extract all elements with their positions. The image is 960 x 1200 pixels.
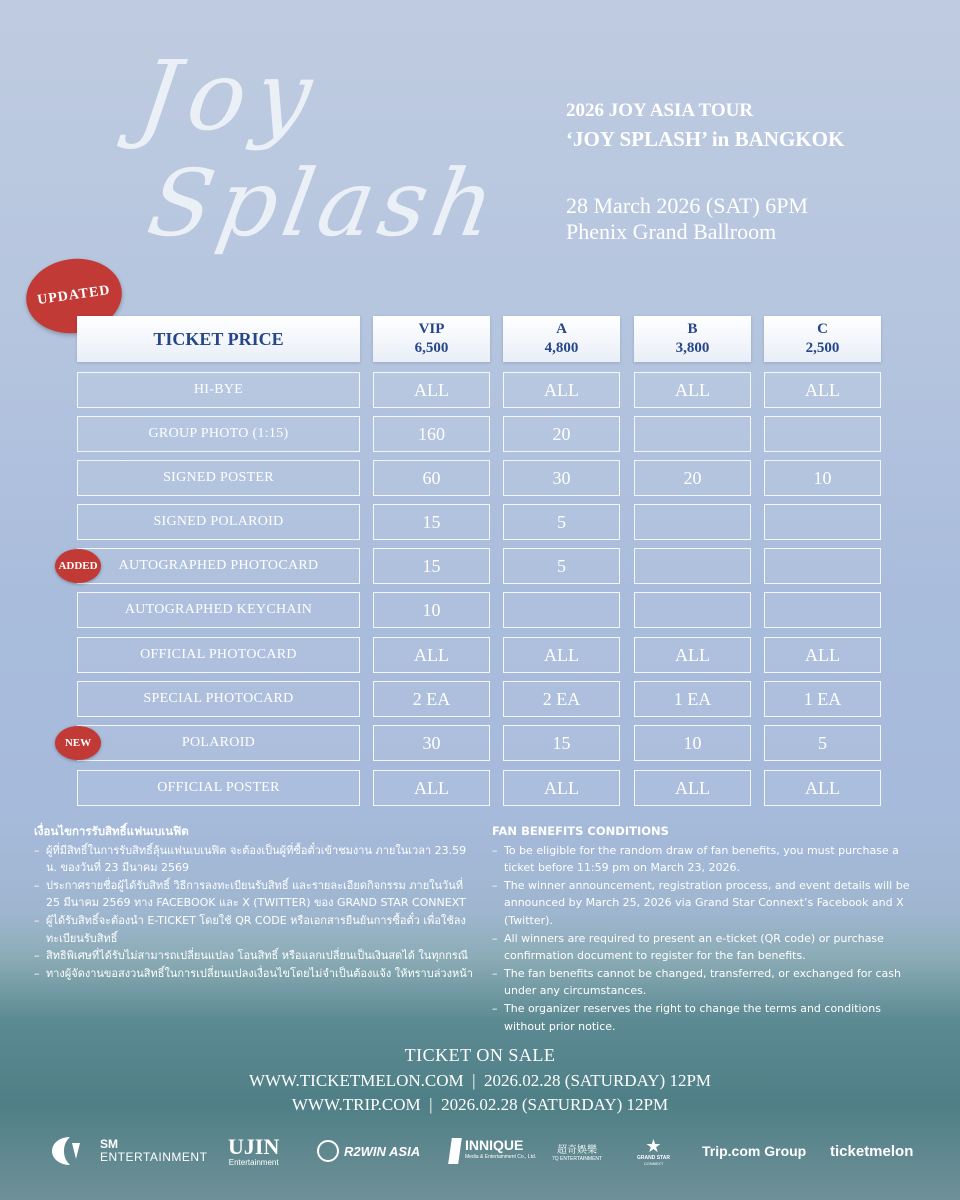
- value-vip: 60: [373, 460, 490, 496]
- tier-name: VIP: [418, 321, 445, 337]
- value-c: [764, 504, 881, 540]
- value-b: ALL: [634, 637, 751, 673]
- value-a: 2 EA: [503, 681, 620, 717]
- r2win-text: R2WIN ASIA: [344, 1143, 421, 1159]
- condition-item: – To be eligible for the random draw of fan benefits, you must purchase a ticket before 11:59 pm on March 23, 2026.: [492, 842, 924, 877]
- benefit-label: POLAROID: [77, 725, 360, 761]
- value-a: 30: [503, 460, 620, 496]
- value-a: ALL: [503, 372, 620, 408]
- 7q-entertainment-logo: [552, 1126, 602, 1176]
- value-a: 15: [503, 725, 620, 761]
- benefit-label: OFFICIAL POSTER: [77, 770, 360, 806]
- added-badge: ADDED: [55, 549, 101, 583]
- value-b: [634, 592, 751, 628]
- script-line-2: Splash: [140, 150, 509, 257]
- table-row: [0, 681, 960, 717]
- ujin-line1: UJIN: [228, 1133, 280, 1159]
- value-b: 20: [634, 460, 751, 496]
- value-vip: 10: [373, 592, 490, 628]
- value-b: [634, 504, 751, 540]
- updated-badge: UPDATED: [21, 253, 126, 340]
- tier-name: C: [817, 321, 828, 337]
- show-title: ‘JOY SPLASH’ in BANGKOK: [566, 127, 845, 151]
- innique-logo: [450, 1126, 536, 1176]
- value-vip: 160: [373, 416, 490, 452]
- value-vip: ALL: [373, 770, 490, 806]
- partner-logos: [40, 1126, 920, 1176]
- value-b: 10: [634, 725, 751, 761]
- condition-item: – The organizer reserves the right to change the terms and conditions without prior notice.: [492, 1000, 924, 1035]
- tier-price: 3,800: [675, 340, 710, 356]
- grandstar-line2: CONNEXT: [643, 1160, 664, 1166]
- benefit-label: AUTOGRAPHED KEYCHAIN: [77, 592, 360, 628]
- ticketmelon-text: ticketmelon: [830, 1142, 914, 1160]
- trip-com-logo: [702, 1126, 806, 1176]
- table-row: [0, 725, 960, 761]
- value-b: [634, 548, 751, 584]
- sm-line2: ENTERTAINMENT: [100, 1150, 208, 1164]
- benefit-label: GROUP PHOTO (1:15): [77, 416, 360, 452]
- condition-item: – ประกาศรายชื่อผู้ได้รับสิทธิ์ วิธีการลงทะเบียนรับสิทธิ์ และรายละเอียดกิจกรรม ภายในวันที่ 25 มีนาคม 2569 ทาง FACEBOOK และ X (TWITTER) ของ GRAND STAR CONNEXT: [34, 877, 474, 912]
- value-vip: ALL: [373, 372, 490, 408]
- tier-header-b: [634, 316, 751, 362]
- tour-title: 2026 JOY ASIA TOUR: [566, 100, 754, 121]
- value-c: [764, 416, 881, 452]
- innique-line2: Media & Entertainment Co., Ltd.: [465, 1154, 537, 1160]
- conditions-thai-title: เงื่อนไขการรับสิทธิ์แฟนเบเนฟิต: [34, 824, 189, 838]
- value-vip: 15: [373, 504, 490, 540]
- condition-item: – The fan benefits cannot be changed, transferred, or exchanged for cash under any circumstances.: [492, 965, 924, 1000]
- value-b: 1 EA: [634, 681, 751, 717]
- value-vip: 15: [373, 548, 490, 584]
- value-a: 5: [503, 504, 620, 540]
- tier-name: B: [687, 321, 698, 337]
- sm-mark-icon: [46, 1133, 94, 1169]
- event-venue: Phenix Grand Ballroom: [566, 219, 777, 244]
- tier-price: 4,800: [544, 340, 579, 356]
- tier-price: 6,500: [414, 340, 449, 356]
- value-a: [503, 592, 620, 628]
- value-c: 5: [764, 725, 881, 761]
- benefit-label: SIGNED POLAROID: [77, 504, 360, 540]
- innique-line1: INNIQUE: [465, 1137, 524, 1153]
- condition-item: – ผู้ได้รับสิทธิ์จะต้องนำ E-TICKET โดยใช้ QR CODE หรือเอกสารยืนยันการซื้อตั๋ว เพื่อใช้ลงทะเบียนรับสิทธิ์: [34, 912, 474, 947]
- value-c: [764, 548, 881, 584]
- conditions-english: [492, 823, 924, 1035]
- value-c: ALL: [764, 372, 881, 408]
- conditions-thai: [34, 823, 474, 982]
- condition-item: – ผู้ที่มีสิทธิ์ในการรับสิทธิ์ลุ้นแฟนเบเนฟิต จะต้องเป็นผู้ที่ซื้อตั๋วเข้าชมงาน ภายในเวลา 23.59 น. ของวันที่ 23 มีนาคม 2569: [34, 842, 474, 877]
- table-row: [0, 548, 960, 584]
- joy-splash-script-logo: [110, 40, 509, 270]
- script-line-1: Joy: [132, 40, 329, 152]
- condition-item: – สิทธิพิเศษที่ได้รับไม่สามารถเปลี่ยนแปลง โอนสิทธิ์ หรือแลกเปลี่ยนเป็นเงินสดได้ ในทุกกรณี: [34, 947, 474, 965]
- grand-star-icon: ★: [645, 1135, 662, 1156]
- 7q-line1: 超奇娛樂: [557, 1144, 598, 1156]
- table-row: [0, 504, 960, 540]
- benefit-label: AUTOGRAPHED PHOTOCARD: [77, 548, 360, 584]
- tier-header-vip: [373, 316, 490, 362]
- table-row: [0, 770, 960, 806]
- tier-name: A: [556, 321, 567, 337]
- ticket-on-sale-title: TICKET ON SALE: [404, 1045, 556, 1065]
- ujin-line2: Entertainment: [228, 1157, 279, 1167]
- tier-price: 2,500: [805, 340, 840, 356]
- benefit-label: OFFICIAL PHOTOCARD: [77, 637, 360, 673]
- tier-header-c: [764, 316, 881, 362]
- ticketmelon-logo: [830, 1126, 913, 1176]
- condition-item: – The winner announcement, registration process, and event details will be announced by March 25, 2026 via Grand Star Connext’s Facebook and X (Twitter).: [492, 877, 924, 930]
- table-row: [0, 592, 960, 628]
- ujin-logo: [228, 1126, 279, 1176]
- table-row: [0, 416, 960, 452]
- condition-item: – All winners are required to present an e-ticket (QR code) or purchase confirmation document to register for the fan benefits.: [492, 930, 924, 965]
- new-badge: NEW: [55, 726, 101, 760]
- grandstar-line1: GRAND STAR: [637, 1154, 670, 1161]
- value-b: [634, 416, 751, 452]
- grand-star-connext-logo: [637, 1126, 670, 1176]
- tier-header-a: [503, 316, 620, 362]
- conditions-english-title: FAN BENEFITS CONDITIONS: [492, 824, 669, 838]
- event-datetime: 28 March 2026 (SAT) 6PM: [566, 193, 808, 218]
- sale-line-ticketmelon: WWW.TICKETMELON.COM | 2026.02.28 (SATURDAY) 12PM: [248, 1071, 712, 1090]
- benefit-label: SPECIAL PHOTOCARD: [77, 681, 360, 717]
- value-b: ALL: [634, 770, 751, 806]
- sm-line1: SM: [100, 1137, 118, 1151]
- innique-mark-icon: [448, 1138, 462, 1164]
- value-c: ALL: [764, 637, 881, 673]
- table-row: [0, 460, 960, 496]
- sm-entertainment-logo: [46, 1126, 207, 1176]
- table-row: [0, 372, 960, 408]
- value-vip: 30: [373, 725, 490, 761]
- value-c: ALL: [764, 770, 881, 806]
- value-c: [764, 592, 881, 628]
- condition-item: – ทางผู้จัดงานขอสงวนสิทธิ์ในการเปลี่ยนแปลงเงื่อนไขโดยไม่จำเป็นต้องแจ้ง ให้ทราบล่วงหน้า: [34, 965, 474, 983]
- ticket-price-header: TICKET PRICE: [77, 316, 360, 362]
- value-b: ALL: [634, 372, 751, 408]
- value-c: 1 EA: [764, 681, 881, 717]
- value-a: 20: [503, 416, 620, 452]
- 7q-line2: 7Q ENTERTAINMENT: [552, 1155, 603, 1162]
- r2win-circle-icon: [317, 1140, 339, 1162]
- value-vip: 2 EA: [373, 681, 490, 717]
- value-a: ALL: [503, 770, 620, 806]
- trip-text: Trip.com Group: [702, 1143, 807, 1159]
- value-a: ALL: [503, 637, 620, 673]
- table-row: [0, 637, 960, 673]
- sale-line-trip: WWW.TRIP.COM | 2026.02.28 (SATURDAY) 12PM: [291, 1095, 669, 1114]
- r2win-logo: [317, 1126, 420, 1176]
- value-c: 10: [764, 460, 881, 496]
- value-vip: ALL: [373, 637, 490, 673]
- benefit-label: SIGNED POSTER: [77, 460, 360, 496]
- value-a: 5: [503, 548, 620, 584]
- benefit-label: HI-BYE: [77, 372, 360, 408]
